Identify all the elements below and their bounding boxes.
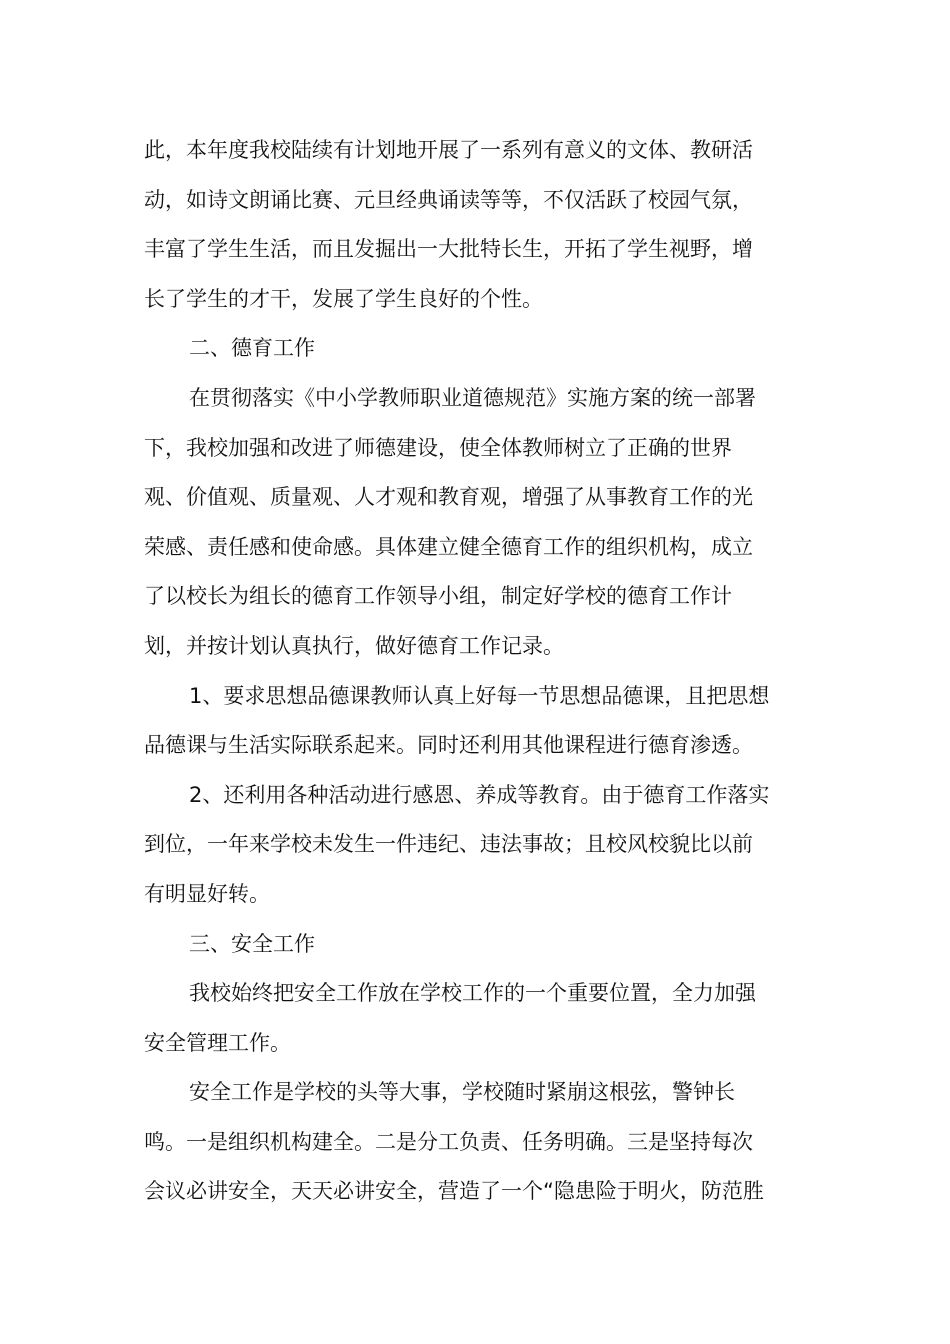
section-heading-safety: 三、安全工作 [189, 931, 315, 956]
text-line: 有明显好转。 [144, 881, 270, 906]
text-line: 到位，一年来学校未发生一件违纪、违法事故；且校风校貌比以前 [144, 832, 753, 857]
text-line: 在贯彻落实《中小学教师职业道德规范》实施方案的统一部署 [189, 385, 756, 410]
text-line: 动，如诗文朗诵比赛、元旦经典诵读等等，不仅活跃了校园气氛， [144, 187, 753, 212]
section-heading-moral-education: 二、德育工作 [189, 336, 315, 361]
text-line: 品德课与生活实际联系起来。同时还利用其他课程进行德育渗透。 [144, 733, 753, 758]
text-line: 下，我校加强和改进了师德建设，使全体教师树立了正确的世界 [144, 435, 732, 460]
list-item-2: 2、还利用各种活动进行感恩、养成等教育。由于德育工作落实 [189, 782, 770, 807]
text-line: 我校始终把安全工作放在学校工作的一个重要位置，全力加强 [189, 981, 756, 1006]
text-line: 丰富了学生生活，而且发掘出一大批特长生，开拓了学生视野，增 [144, 237, 753, 262]
text-line: 观、价值观、质量观、人才观和教育观，增强了从事教育工作的光 [144, 485, 753, 510]
text-line: 了以校长为组长的德育工作领导小组，制定好学校的德育工作计 [144, 584, 732, 609]
text-line: 鸣。一是组织机构建全。二是分工负责、任务明确。三是坚持每次 [144, 1129, 753, 1154]
text-line: 此，本年度我校陆续有计划地开展了一系列有意义的文体、教研活 [144, 138, 753, 162]
text-line: 会议必讲安全，天天必讲安全，营造了一个“隐患险于明火，防范胜 [144, 1179, 764, 1204]
text-line: 安全工作是学校的头等大事，学校随时紧崩这根弦，警钟长 [189, 1080, 735, 1105]
document-body [144, 126, 806, 1217]
text-line: 荣感、责任感和使命感。具体建立健全德育工作的组织机构，成立 [144, 534, 753, 559]
text-line: 安全管理工作。 [144, 1030, 291, 1055]
text-line: 划，并按计划认真执行，做好德育工作记录。 [144, 633, 564, 658]
list-item-1: 1、要求思想品德课教师认真上好每一节思想品德课，且把思想 [189, 683, 770, 708]
text-line: 长了学生的才干，发展了学生良好的个性。 [144, 286, 543, 311]
